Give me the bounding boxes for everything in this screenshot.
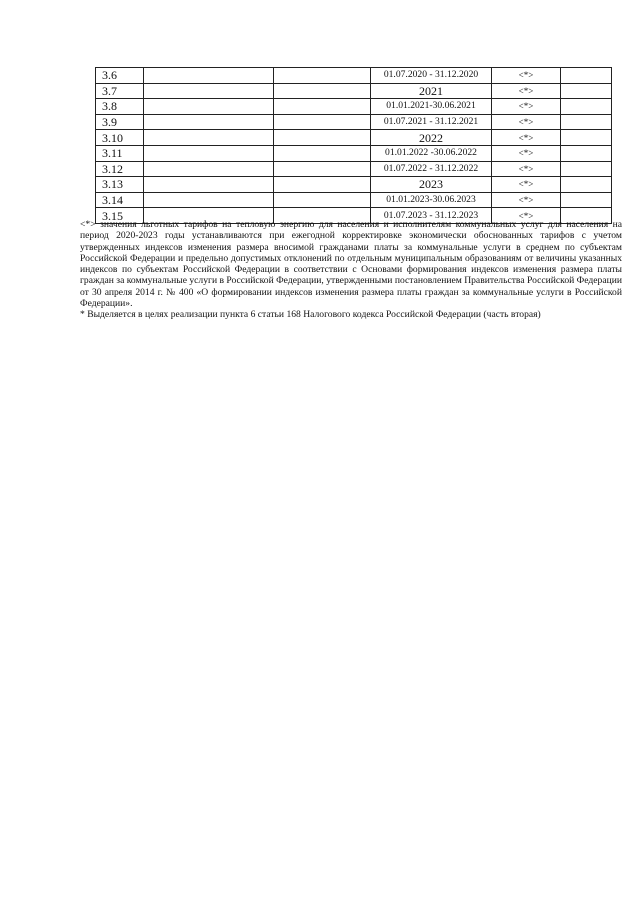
tariff-table-body [96,68,612,224]
row-number-cell: 3.9 [96,114,144,130]
tariff-mark-cell: <*> [492,99,561,115]
empty-cell [561,145,612,161]
empty-cell [561,68,612,84]
tariff-table [95,67,612,224]
table-row [96,177,612,193]
table-row [96,130,612,146]
table-row [96,161,612,177]
empty-cell [561,161,612,177]
empty-cell [274,68,371,84]
period-cell: 01.07.2022 - 31.12.2022 [371,161,492,177]
period-cell: 2022 [371,130,492,146]
row-number-cell: 3.13 [96,177,144,193]
period-cell: 01.01.2023-30.06.2023 [371,192,492,208]
empty-cell [274,130,371,146]
row-number-cell: 3.10 [96,130,144,146]
period-cell: 01.07.2023 - 31.12.2023 [371,208,492,224]
tariff-mark-cell: <*> [492,177,561,193]
empty-cell [274,99,371,115]
empty-cell [561,99,612,115]
table-row [96,192,612,208]
footnote-star: * Выделяется в целях реализации пункта 6 статьи 168 Налогового кодекса Российской Федерации (часть вторая) [80,309,541,321]
empty-cell [144,192,274,208]
period-cell: 01.07.2020 - 31.12.2020 [371,68,492,84]
empty-cell [274,114,371,130]
empty-cell [144,130,274,146]
empty-cell [274,177,371,193]
empty-cell [144,177,274,193]
period-cell: 2021 [371,83,492,99]
empty-cell [144,68,274,84]
footnotes [80,219,622,321]
empty-cell [561,130,612,146]
tariff-mark-cell: <*> [492,145,561,161]
empty-cell [274,83,371,99]
empty-cell [561,114,612,130]
table-row [96,68,612,84]
empty-cell [274,161,371,177]
table-row [96,145,612,161]
table-row [96,99,612,115]
period-cell: 01.07.2021 - 31.12.2021 [371,114,492,130]
tariff-mark-cell: <*> [492,208,561,224]
row-number-cell: 3.8 [96,99,144,115]
empty-cell [274,192,371,208]
empty-cell [561,83,612,99]
empty-cell [561,192,612,208]
empty-cell [561,177,612,193]
tariff-mark-cell: <*> [492,161,561,177]
tariff-mark-cell: <*> [492,68,561,84]
empty-cell [144,99,274,115]
tariff-mark-cell: <*> [492,130,561,146]
empty-cell [144,83,274,99]
row-number-cell: 3.11 [96,145,144,161]
empty-cell [144,161,274,177]
period-cell: 2023 [371,177,492,193]
period-cell: 01.01.2022 -30.06.2022 [371,145,492,161]
row-number-cell: 3.7 [96,83,144,99]
row-number-cell: 3.15 [96,208,144,224]
empty-cell [144,145,274,161]
empty-cell [144,114,274,130]
row-number-cell: 3.12 [96,161,144,177]
row-number-cell: 3.14 [96,192,144,208]
tariff-mark-cell: <*> [492,114,561,130]
tariff-mark-cell: <*> [492,83,561,99]
empty-cell [274,145,371,161]
row-number-cell: 3.6 [96,68,144,84]
period-cell: 01.01.2021-30.06.2021 [371,99,492,115]
table-row [96,83,612,99]
tariff-mark-cell: <*> [492,192,561,208]
table-row [96,114,612,130]
footnote-angle-star: <*> значения льготных тарифов на тепловую энергию для населения и исполнителям коммунальных услуг для населения на период 2020-2023 годы устанавливаются при ежегодной корректировке экономически обоснованных тарифов с учетом утвержденных индексов изменения размера вносимой гражданами платы за коммунальные услуги в среднем по субъектам Российской Федерации и предельно допустимых отклонений по отдельным муниципальным образованиям от величины указанных индексов по субъектам Российской Федерации в соответствии с Основами формирования индексов изменения размера платы граждан за коммунальные услуги в Российской Федерации, утвержденными постановлением Правительства Российской Федерации от 30 апреля 2014 г. № 400 «О формировании индексов изменения размера платы граждан за коммунальные услуги в Российской Федерации». [80,219,622,310]
